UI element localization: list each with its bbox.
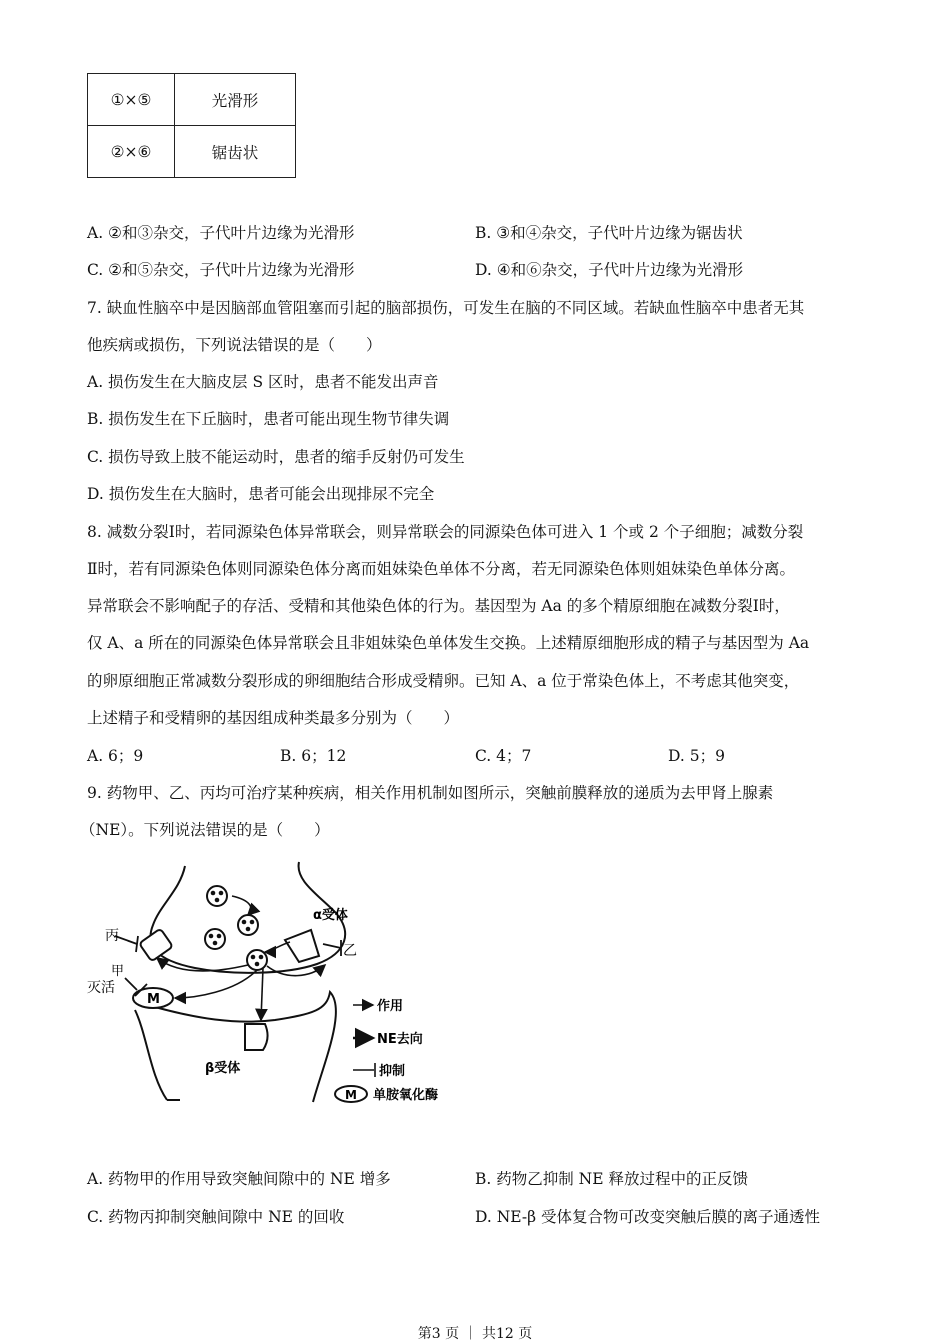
q7-option-d: D. 损伤发生在大脑时，患者可能会出现排尿不完全 [87, 485, 435, 503]
cross-cell: ①×⑤ [88, 74, 175, 126]
legend-ne-direction: NE去向 [377, 1032, 423, 1047]
table-row [88, 74, 296, 126]
q8-option-a: A. 6；9 [87, 747, 144, 765]
q6-option-b: B. ③和④杂交，子代叶片边缘为锯齿状 [475, 224, 743, 242]
q7-option-b: B. 损伤发生在下丘脑时，患者可能出现生物节律失调 [87, 410, 450, 428]
q8-option-b: B. 6；12 [280, 747, 347, 765]
q8-option-d: D. 5；9 [668, 747, 725, 765]
legend-enzyme: 单胺氧化酶 [373, 1088, 439, 1103]
q9-option-a: A. 药物甲的作用导致突触间隙中的 NE 增多 [87, 1170, 391, 1188]
q8-stem-line: 仅 A、a 所在的同源染色体异常联会且非姐妹染色单体发生交换。上述精原细胞形成的精子与基因型为 Aa [87, 634, 810, 652]
q7-stem-line: 7. 缺血性脑卒中是因脑部血管阻塞而引起的脑部损伤，可发生在脑的不同区域。若缺血性脑卒中患者无其 [87, 299, 805, 317]
table-row [88, 126, 296, 178]
legend-action: 作用 [377, 999, 404, 1014]
label-bing: 丙 [105, 928, 119, 944]
label-jia: 甲 [111, 964, 125, 979]
q9-option-c: C. 药物丙抑制突触间隙中 NE 的回收 [87, 1208, 345, 1226]
q9-stem-line: （NE）。下列说法错误的是（ ） [80, 821, 330, 839]
label-yi: 乙 [343, 943, 357, 959]
synapse-diagram [85, 860, 475, 1115]
postsynaptic-membrane [135, 992, 336, 1102]
q7-option-c: C. 损伤导致上肢不能运动时，患者的缩手反射仍可发生 [87, 448, 465, 466]
vesicle [205, 886, 267, 970]
q8-stem-line: 的卵原细胞正常减数分裂形成的卵细胞结合形成受精卵。已知 A、a 位于常染色体上，不考虑其他突变， [87, 672, 800, 690]
q8-stem-line: 上述精子和受精卵的基因组成种类最多分别为（ ） [87, 709, 460, 727]
q9-option-b: B. 药物乙抑制 NE 释放过程中的正反馈 [475, 1170, 748, 1188]
beta-receptor [245, 1024, 268, 1050]
label-miehuo: 灭活 [87, 980, 115, 996]
legend-enzyme-letter: M [345, 1088, 357, 1102]
result-cell: 锯齿状 [175, 126, 296, 178]
q6-option-a: A. ②和③杂交，子代叶片边缘为光滑形 [87, 224, 355, 242]
q8-option-c: C. 4；7 [475, 747, 532, 765]
q7-stem-line: 他疾病或损伤，下列说法错误的是（ ） [87, 336, 382, 354]
legend-inhibit: 抑制 [379, 1064, 406, 1079]
q6-option-d: D. ④和⑥杂交，子代叶片边缘为光滑形 [475, 261, 744, 279]
label-beta-receptor: β受体 [205, 1061, 241, 1076]
label-alpha-receptor: α受体 [313, 908, 348, 923]
q8-stem-line: 8. 减数分裂Ⅰ时，若同源染色体异常联会，则异常联会的同源染色体可进入 1 个或 2 个子细胞；减数分裂 [87, 523, 804, 541]
q8-stem-line: Ⅱ时，若有同源染色体则同源染色体分离而姐妹染色单体不分离，若无同源染色体则姐妹染色单体分离。 [87, 560, 796, 578]
page-footer: 第3 页 ｜ 共12 页 [417, 1326, 533, 1342]
ne-transporter [139, 929, 173, 962]
q9-stem-line: 9. 药物甲、乙、丙均可治疗某种疾病，相关作用机制如图所示，突触前膜释放的递质为去甲肾上腺素 [87, 784, 774, 802]
cross-cell: ②×⑥ [88, 126, 175, 178]
enzyme-letter: M [147, 992, 160, 1007]
cross-result-table [87, 73, 296, 178]
q9-option-d: D. NE-β 受体复合物可改变突触后膜的离子通透性 [475, 1208, 821, 1226]
q6-option-c: C. ②和⑤杂交，子代叶片边缘为光滑形 [87, 261, 355, 279]
result-cell: 光滑形 [175, 74, 296, 126]
q8-stem-line: 异常联会不影响配子的存活、受精和其他染色体的行为。基因型为 Aa 的多个精原细胞在减数分裂Ⅰ时， [87, 597, 790, 615]
q7-option-a: A. 损伤发生在大脑皮层 S 区时，患者不能发出声音 [87, 373, 439, 391]
alpha-receptor [285, 930, 319, 962]
